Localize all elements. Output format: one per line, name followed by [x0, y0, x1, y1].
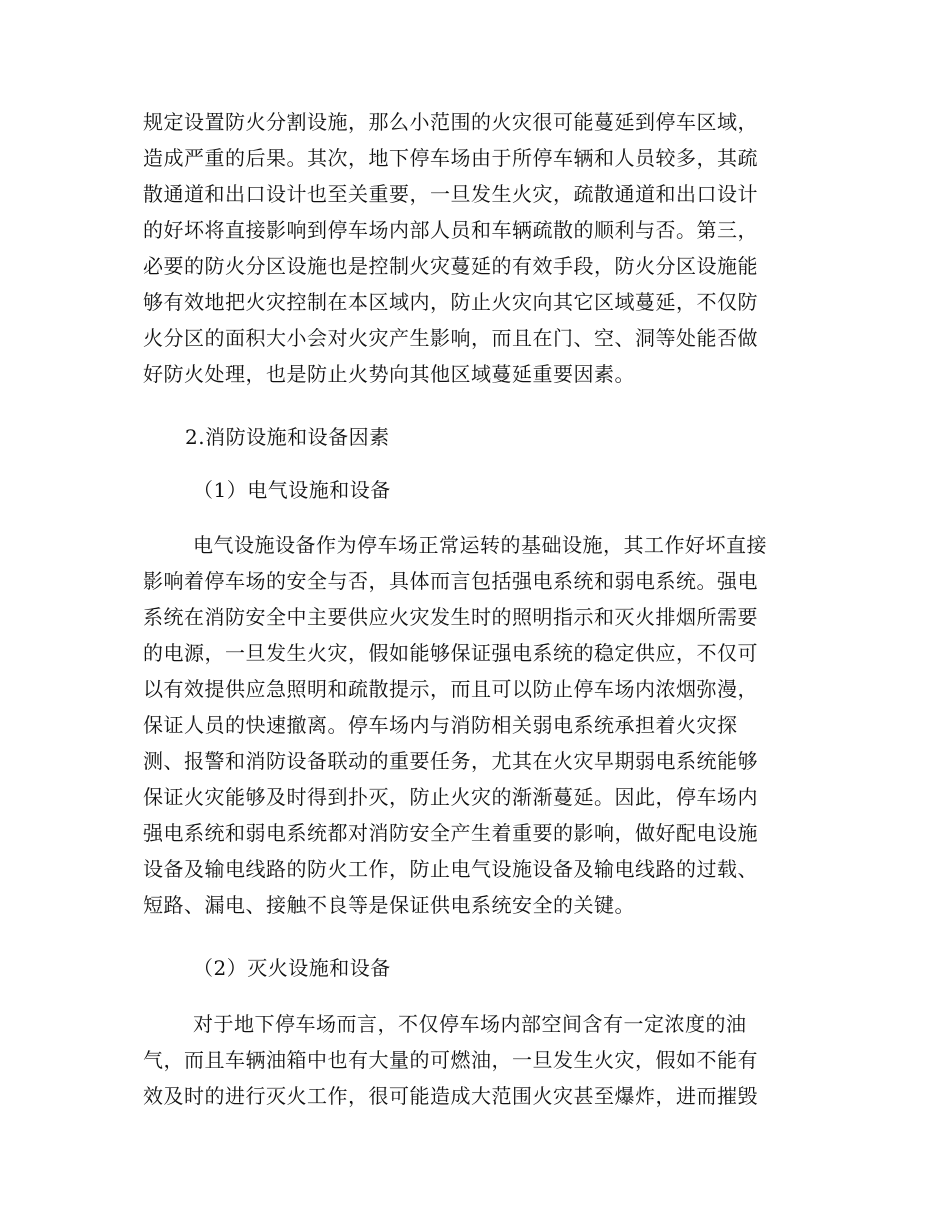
paragraph-line: 保证人员的快速撤离。停车场内与消防相关弱电系统承担着火灾探 — [143, 713, 738, 737]
paragraph-line: 散通道和出口设计也至关重要，一旦发生火灾，疏散通道和出口设计 — [143, 182, 758, 206]
paragraph-line: 强电系统和弱电系统都对消防安全产生着重要的影响，做好配电设施 — [143, 821, 758, 845]
paragraph-line: 影响着停车场的安全与否，具体而言包括强电系统和弱电系统。强电 — [143, 569, 758, 593]
paragraph-line: 气，而且车辆油箱中也有大量的可燃油，一旦发生火灾，假如不能有 — [143, 1048, 758, 1072]
paragraph-line: 效及时的进行灭火工作，很可能造成大范围火灾甚至爆炸，进而摧毁 — [143, 1084, 758, 1108]
paragraph-line: 测、报警和消防设备联动的重要任务，尤其在火灾早期弱电系统能够 — [143, 749, 758, 773]
paragraph-line: 电气设施设备作为停车场正常运转的基础设施，其工作好坏直接 — [193, 533, 767, 557]
paragraph-line: 保证火灾能够及时得到扑灭，防止火灾的渐渐蔓延。因此，停车场内 — [143, 785, 758, 809]
paragraph-line: 火分区的面积大小会对火灾产生影响，而且在门、空、洞等处能否做 — [143, 326, 758, 350]
paragraph-line: 好防火处理，也是防止火势向其他区域蔓延重要因素。 — [143, 362, 635, 386]
paragraph-line: 造成严重的后果。其次，地下停车场由于所停车辆和人员较多，其疏 — [143, 146, 758, 170]
paragraph-line: 以有效提供应急照明和疏散提示，而且可以防止停车场内浓烟弥漫， — [143, 677, 758, 701]
paragraph-line: 的好坏将直接影响到停车场内部人员和车辆疏散的顺利与否。第三， — [143, 218, 758, 242]
subsection-heading-firefighting: （2）灭火设施和设备 — [193, 956, 391, 980]
paragraph-line: 设备及输电线路的防火工作，防止电气设施设备及输电线路的过载、 — [143, 857, 758, 881]
paragraph-line: 必要的防火分区设施也是控制火灾蔓延的有效手段，防火分区设施能 — [143, 254, 758, 278]
paragraph-line: 的电源，一旦发生火灾，假如能够保证强电系统的稳定供应，不仅可 — [143, 641, 758, 665]
paragraph-line: 短路、漏电、接触不良等是保证供电系统安全的关键。 — [143, 893, 635, 917]
paragraph-line: 规定设置防火分割设施，那么小范围的火灾很可能蔓延到停车区域， — [143, 110, 758, 134]
paragraph-line: 够有效地把火灾控制在本区域内，防止火灾向其它区域蔓延，不仅防 — [143, 290, 758, 314]
paragraph-line: 系统在消防安全中主要供应火灾发生时的照明指示和灭火排烟所需要 — [143, 605, 758, 629]
paragraph-line: 对于地下停车场而言，不仅停车场内部空间含有一定浓度的油 — [193, 1012, 747, 1036]
section-heading: 2.消防设施和设备因素 — [185, 425, 390, 449]
subsection-heading-electrical: （1）电气设施和设备 — [193, 478, 391, 502]
